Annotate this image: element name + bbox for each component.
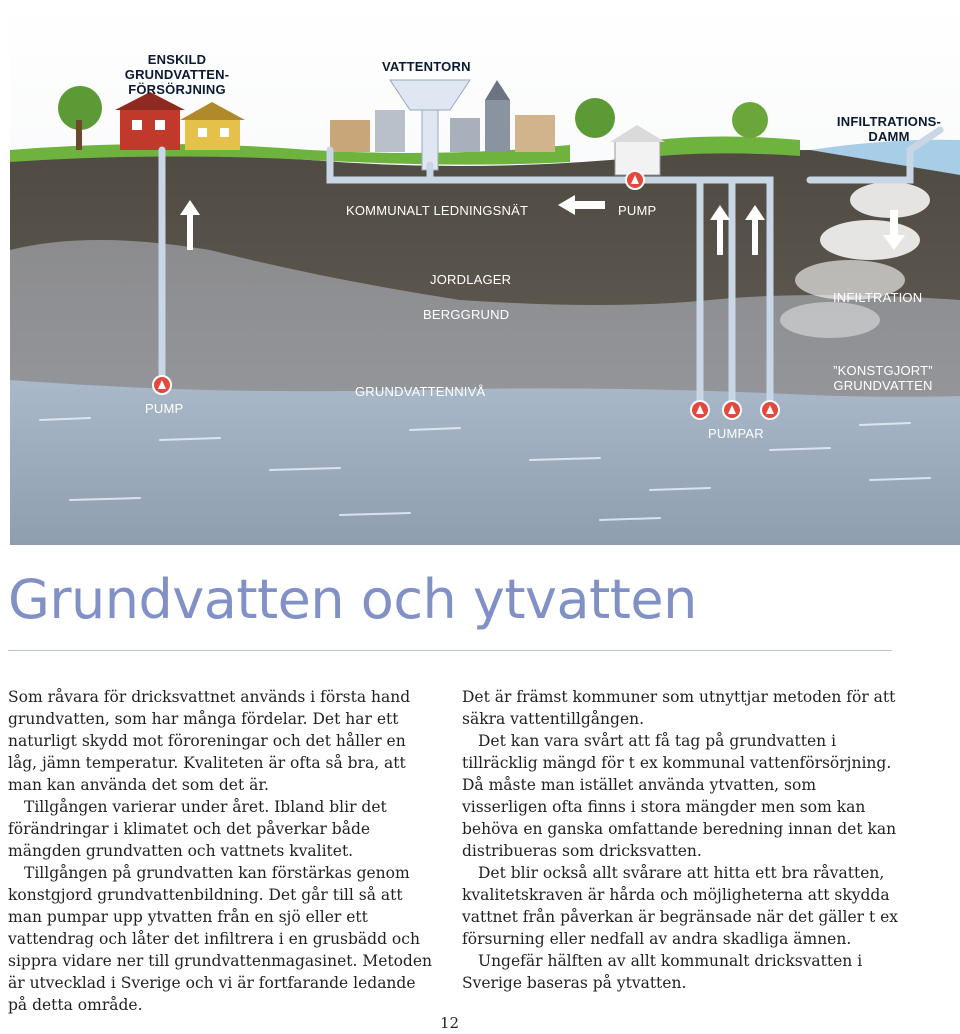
label-infiltration: INFILTRATION	[833, 290, 923, 305]
paragraph: Tillgången varierar under året. Ibland blir det förändringar i klimatet och det påverkar både mängden grundvatten och vattnets kvalitet.	[8, 798, 387, 860]
paragraph: Det blir också allt svårare att hitta ett bra råvatten, kvalitetskraven är hårda och möjligheterna att skydda vattnet från påverkan är begränsade när det gäller t ex försurning eller nedfall av andra skadliga ämnen.	[462, 864, 899, 948]
label-bedrock: BERGGRUND	[423, 307, 510, 322]
paragraph: Ungefär hälften av allt kommunalt dricksvatten i Sverige baseras på ytvatten.	[462, 952, 863, 992]
label-pumps: PUMPAR	[708, 426, 764, 441]
label-private-supply: ENSKILD GRUNDVATTEN- FÖRSÖRJNING	[124, 52, 230, 97]
left-column	[8, 686, 436, 1016]
label-water-tower: VATTENTORN	[382, 59, 471, 74]
label-infiltration-pond: INFILTRATIONS- DAMM	[836, 114, 942, 144]
paragraph: Som råvara för dricksvattnet används i första hand grundvatten, som har många fördelar. Det har ett naturligt skydd mot föroreningar och det håller en låg, jämn temperatur. Kvaliteten är ofta så bra, att man kan använda det som det är.	[8, 688, 411, 794]
label-soil-layer: JORDLAGER	[430, 272, 512, 287]
title-divider	[8, 650, 892, 651]
paragraph: Tillgången på grundvatten kan förstärkas genom konstgjord grundvattenbildning. Det går till så att man pumpar upp ytvatten från en sjö eller ett vattendrag och låter det infiltrera i en grusbädd och sippra vidare ner till grundvattenmagasinet. Metoden är utvecklad i Sverige och vi är fortfarande ledande på detta område.	[8, 864, 433, 1014]
label-groundwater-level: GRUNDVATTENNIVÅ	[355, 384, 486, 399]
paragraph: Det kan vara svårt att få tag på grundvatten i tillräcklig mängd för t ex kommunal vattenförsörjning. Då måste man istället använda ytvatten, som visserligen ofta finns i stora mängder men som kan behöva en ganska omfattande beredning innan det kan distribueras som dricksvatten.	[462, 732, 897, 860]
label-pump-top: PUMP	[618, 203, 657, 218]
label-artificial-groundwater: ”KONSTGJORT” GRUNDVATTEN	[833, 363, 933, 393]
label-municipal-network: KOMMUNALT LEDNINGSNÄT	[346, 203, 529, 218]
label-pump-left: PUMP	[145, 401, 184, 416]
right-column	[462, 686, 902, 994]
paragraph: Det är främst kommuner som utnyttjar metoden för att säkra vattentillgången.	[462, 688, 896, 728]
page-number: 12	[440, 1014, 460, 1032]
page-title: Grundvatten och ytvatten	[8, 568, 697, 631]
groundwater-illustration	[10, 0, 960, 545]
